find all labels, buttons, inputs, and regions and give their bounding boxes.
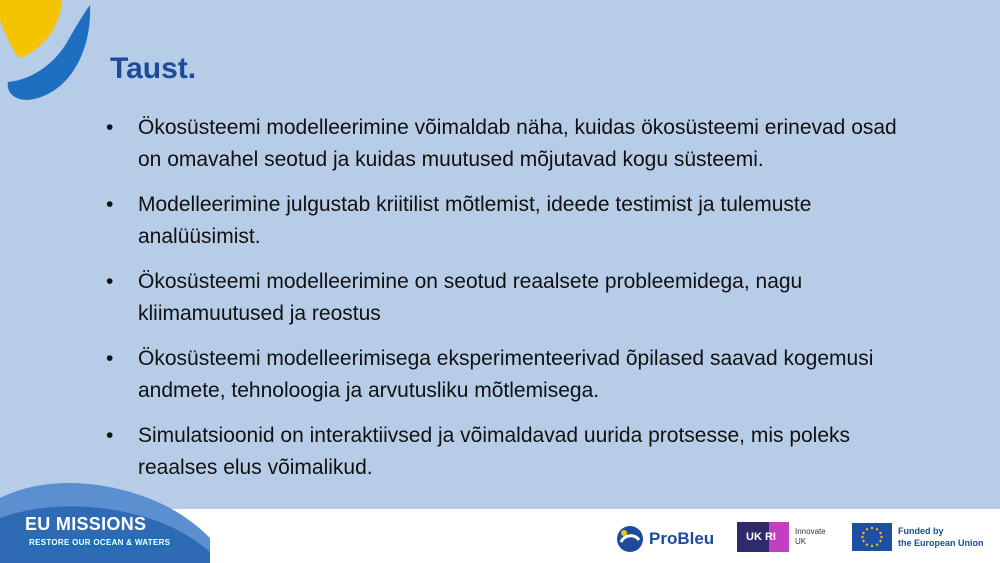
bullet-list <box>100 112 920 497</box>
ukri-mark-text: UK RI <box>746 531 776 543</box>
innovate-uk-line-2: UK <box>795 537 807 546</box>
probleu-text: ProBleu <box>649 529 715 548</box>
bullet-text: Simulatsioonid on interaktiivsed ja võimaldavad uurida protsesse, mis poleks reaalses elus võimalikud. <box>138 424 851 479</box>
innovate-uk-line-1: Innovate <box>795 527 826 536</box>
probleu-icon <box>615 524 645 554</box>
bullet-dot: • <box>106 347 114 370</box>
eu-missions-logo <box>25 514 174 548</box>
funded-by-eu-logo <box>852 523 984 551</box>
funded-line-2: the European Union <box>898 538 984 548</box>
bullet-item <box>100 343 920 407</box>
bullet-dot: • <box>106 193 114 216</box>
eu-missions-title: EU MISSIONS <box>25 514 147 534</box>
bullet-dot: • <box>106 116 114 139</box>
probleu-logo <box>615 524 714 554</box>
bullet-text: Ökosüsteemi modelleerimisega eksperimenteerivad õpilased saavad kogemusi andmete, tehnoloogia ja arvutusliku mõtlemisega. <box>138 347 874 402</box>
bullet-dot: • <box>106 270 114 293</box>
bullet-text: Ökosüsteemi modelleerimine on seotud reaalsete probleemidega, nagu kliimamuutused ja reostus <box>138 270 803 325</box>
corner-logo-icon <box>0 0 100 105</box>
bullet-text: Modelleerimine julgustab kriitilist mõtlemist, ideede testimist ja tulemuste analüüsimist. <box>138 193 812 248</box>
funded-line-1: Funded by <box>898 526 944 536</box>
slide-title: Taust. <box>110 52 197 85</box>
innovate-uk-text <box>795 527 826 547</box>
eu-missions-subtitle: RESTORE OUR OCEAN & WATERS <box>25 537 174 548</box>
bullet-item <box>100 189 920 253</box>
bullet-item <box>100 420 920 484</box>
bullet-text: Ökosüsteemi modelleerimine võimaldab näha, kuidas ökosüsteemi erinevad osad on omavahel seotud ja kuidas muutused mõjutavad kogu süsteemi. <box>138 116 897 171</box>
ukri-mark <box>737 522 785 552</box>
bullet-item <box>100 112 920 176</box>
bullet-item <box>100 266 920 330</box>
eu-flag-icon <box>852 523 892 551</box>
funded-by-eu-text <box>898 525 984 549</box>
innovate-uk-logo <box>737 522 826 552</box>
bullet-dot: • <box>106 424 114 447</box>
